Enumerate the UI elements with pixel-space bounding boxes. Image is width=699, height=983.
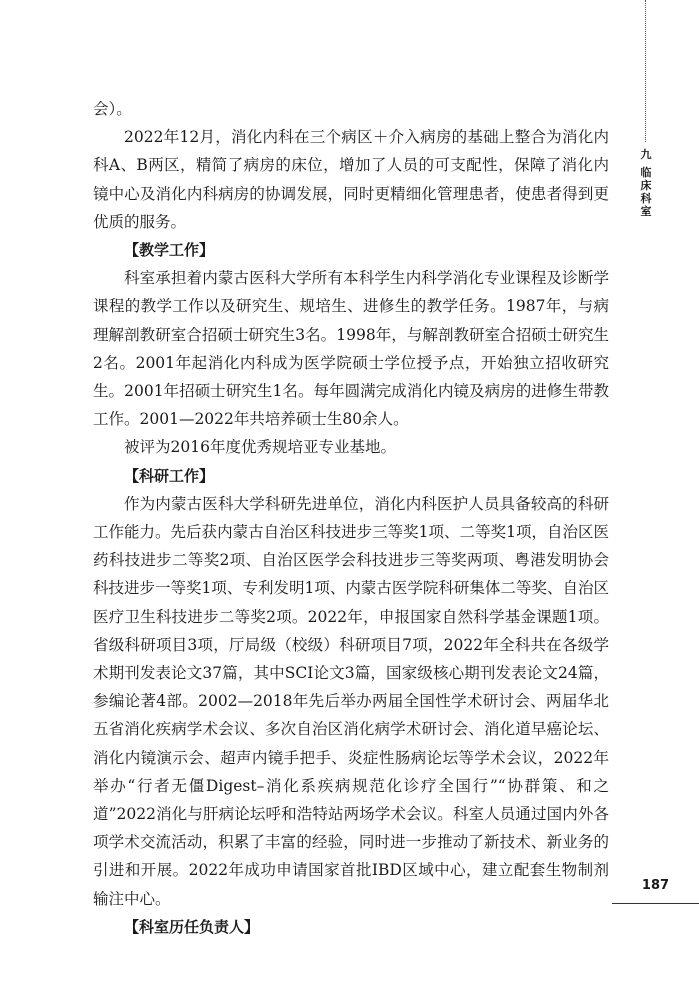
page-body: [93, 95, 609, 941]
paragraph-teaching: 科室承担着内蒙古医科大学所有本科学生内科学消化专业课程及诊断学课程的教学工作以及研究生、规培生、进修生的教学任务。1987年，与病理解剖教研室合招硕士研究生3名。1998年，与解剖教研室合招硕士研究生2名。2001年起消化内科成为医学院硕士学位授予点，开始独立招收研究生。2001年招硕士研究生1名。每年圆满完成消化内镜及病房的进修生带教工作。2001—2022年共培养硕士生80余人。: [93, 269, 609, 429]
chapter-title-char: 科: [640, 192, 652, 205]
paragraph-continuation: 会）。: [93, 100, 132, 118]
chapter-side-tab: [640, 148, 652, 218]
chapter-title-char: 室: [640, 205, 652, 218]
paragraph-ward-merge: 2022年12月，消化内科在三个病区＋介入病房的基础上整合为消化内科A、B两区，精简了病房的床位，增加了人员的可支配性，保障了消化内镜中心及消化内科病房的协调发展，同时更精细化管理患者，使患者得到更优质的服务。: [93, 128, 609, 231]
chapter-title-char: 床: [640, 179, 652, 192]
section-heading-leaders: 【科室历任负责人】: [124, 917, 260, 936]
side-dotted-rule: [645, 0, 646, 142]
paragraph-award: 被评为2016年度优秀规培亚专业基地。: [124, 438, 396, 457]
section-heading-research: 【科研工作】: [124, 466, 215, 485]
page-number: 187: [641, 878, 670, 893]
chapter-title-char: 临: [640, 166, 652, 179]
chapter-number: 九: [640, 148, 652, 161]
page-number-rule: [612, 903, 699, 904]
paragraph-research: 作为内蒙古医科大学科研先进单位，消化内科医护人员具备较高的科研工作能力。先后获内蒙古自治区科技进步三等奖1项、二等奖1项，自治区医药科技进步二等奖2项、自治区医学会科技进步三等奖两项、粤港发明协会科技进步一等奖1项、专利发明1项、内蒙古医学院科研集体二等奖、自治区医疗卫生科技进步二等奖2项。2022年，申报国家自然科学基金课题1项。省级科研项目3项，厅局级（校级）科研项目7项，2022年全科共在各级学术期刊发表论文37篇，其中SCI论文3篇，国家级核心期刊发表论文24篇，参编论著4部。2002—2018年先后举办两届全国性学术研讨会、两届华北五省消化疾病学术会议、多次自治区消化病学术研讨会、消化道早癌论坛、消化内镜演示会、超声内镜手把手、炎症性肠病论坛等学术会议，2022年举办“行者无僵Digest–消化系疾病规范化诊疗全国行”“协群策、和之道”2022消化与肝病论坛呼和浩特站两场学术会议。科室人员通过国内外各项学术交流活动，积累了丰富的经验，同时进一步推动了新技术、新业务的引进和开展。2022年成功申请国家首批IBD区域中心，建立配套生物制剂输注中心。: [93, 494, 609, 908]
section-heading-teaching: 【教学工作】: [124, 241, 215, 260]
